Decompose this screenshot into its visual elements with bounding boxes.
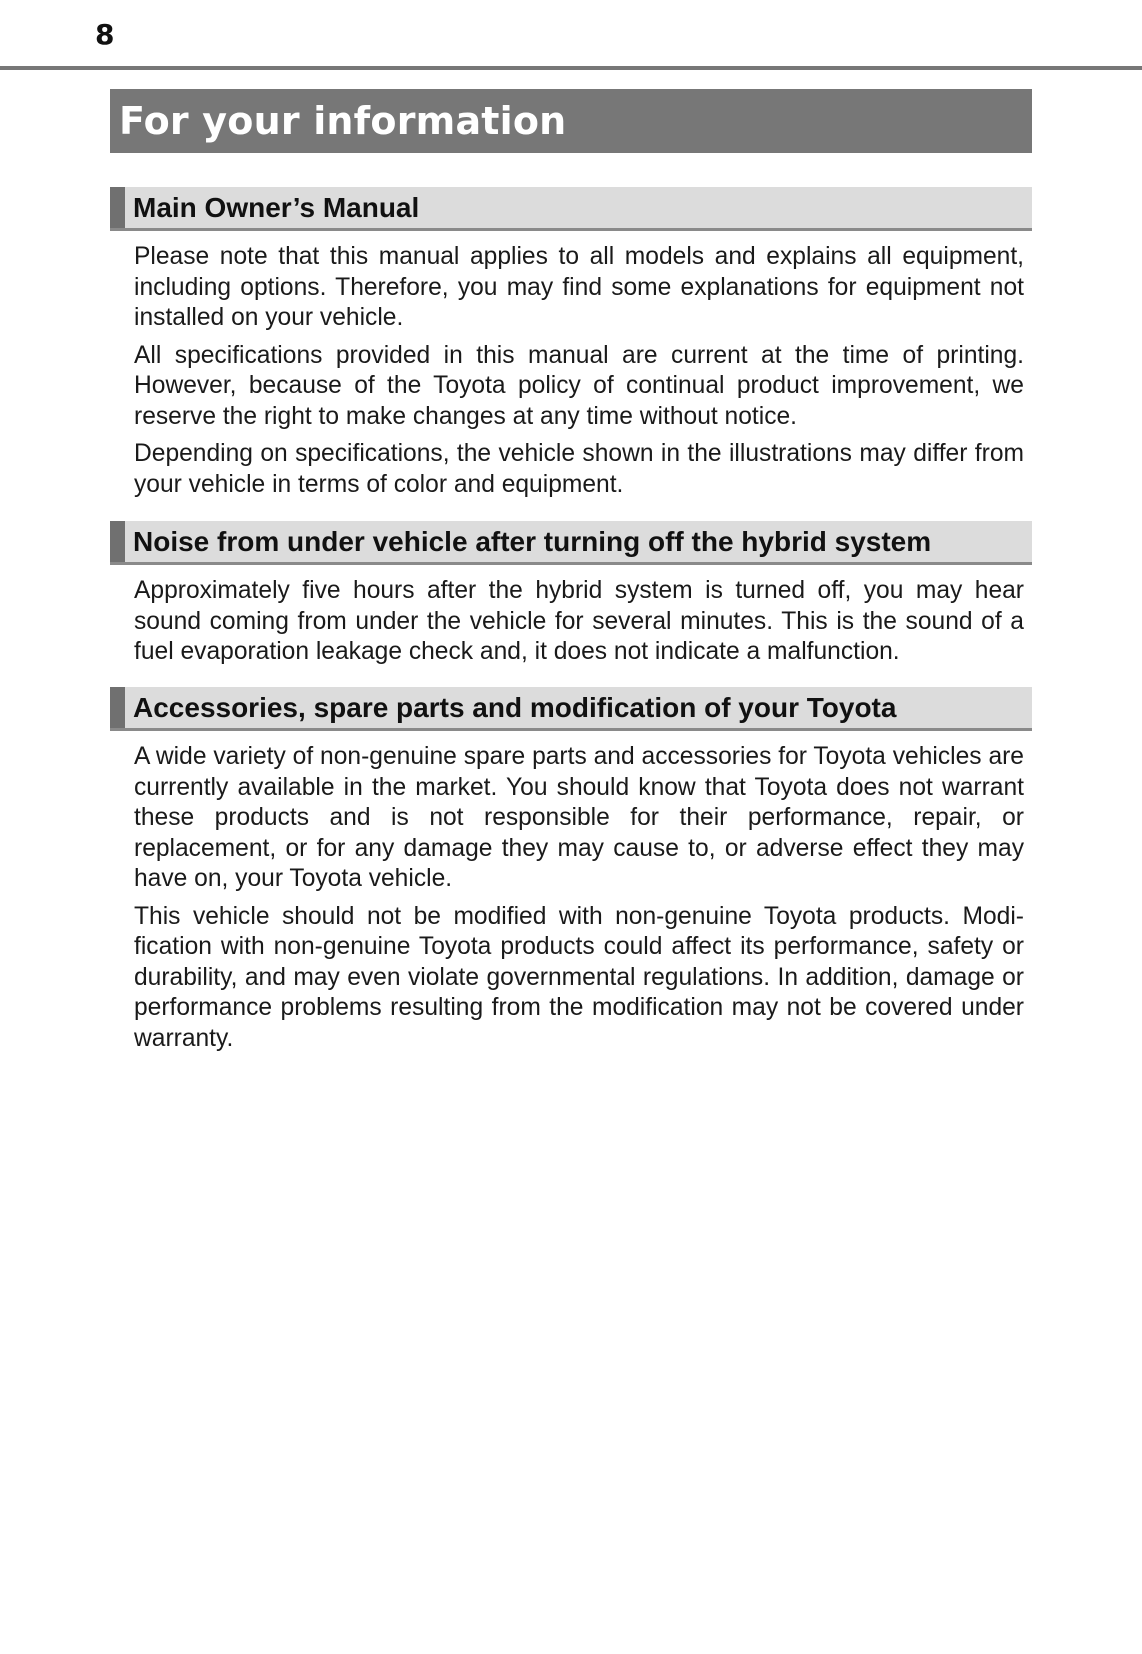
paragraph: All specifications provided in this manual are current at the time of printing. However, because of the Toyota policy of continual product improvement, we reserve the right to make changes at any time without notice. [134,341,1024,430]
section-heading-main-owners-manual [110,187,1032,231]
paragraph: A wide variety of non-genuine spare parts and accessories for Toyota vehicles are currently available in the market. You should know that Toyota does not warrant these products and is not responsible for their performance, repair, or replacement, or for any damage they may cause to, or adverse effect they may have on, your Toyota vehicle. [134,743,1024,892]
paragraph: Approximately five hours after the hybrid system is turned off, you may hear sound coming from under the vehicle for several minutes. This is the sound of a fuel evaporation leakage check and, it does not indicate a malfunction. [134,577,1024,665]
section-body-accessories-modification [134,742,1024,1061]
header-rule [0,66,1142,70]
paragraph: Please note that this manual applies to all models and explains all equipment, including options. Therefore, you may find some explanations for equipment not installed on your vehicle. [134,243,1024,331]
page-number: 8 [95,18,115,51]
section-heading-text: Main Owner’s Manual [133,191,420,223]
paragraph: This vehicle should not be modified with non-genuine Toyota products. Modification with non-genuine Toyota products could affect its performance, safety or durability, and may even violate governmental regulations. In addition, damage or performance problems resulting from the modification may not be covered under warranty. [134,902,1024,1052]
section-marker [110,521,125,562]
section-heading-text: Accessories, spare parts and modification of your Toyota [133,691,897,723]
page-title-bar [110,89,1032,153]
section-heading-text: Noise from under vehicle after turning off the hybrid system [133,525,932,557]
section-body-main-owners-manual [134,242,1024,507]
section-marker [110,687,125,728]
paragraph: Depending on specifications, the vehicle shown in the illustrations may differ from your vehicle in terms of color and equipment. [134,440,1024,498]
page-title: For your information [119,99,567,143]
section-body-noise-hybrid-system [134,576,1024,675]
section-heading-noise-hybrid-system [110,521,1032,565]
section-heading-accessories-modification [110,687,1032,731]
section-marker [110,187,125,228]
